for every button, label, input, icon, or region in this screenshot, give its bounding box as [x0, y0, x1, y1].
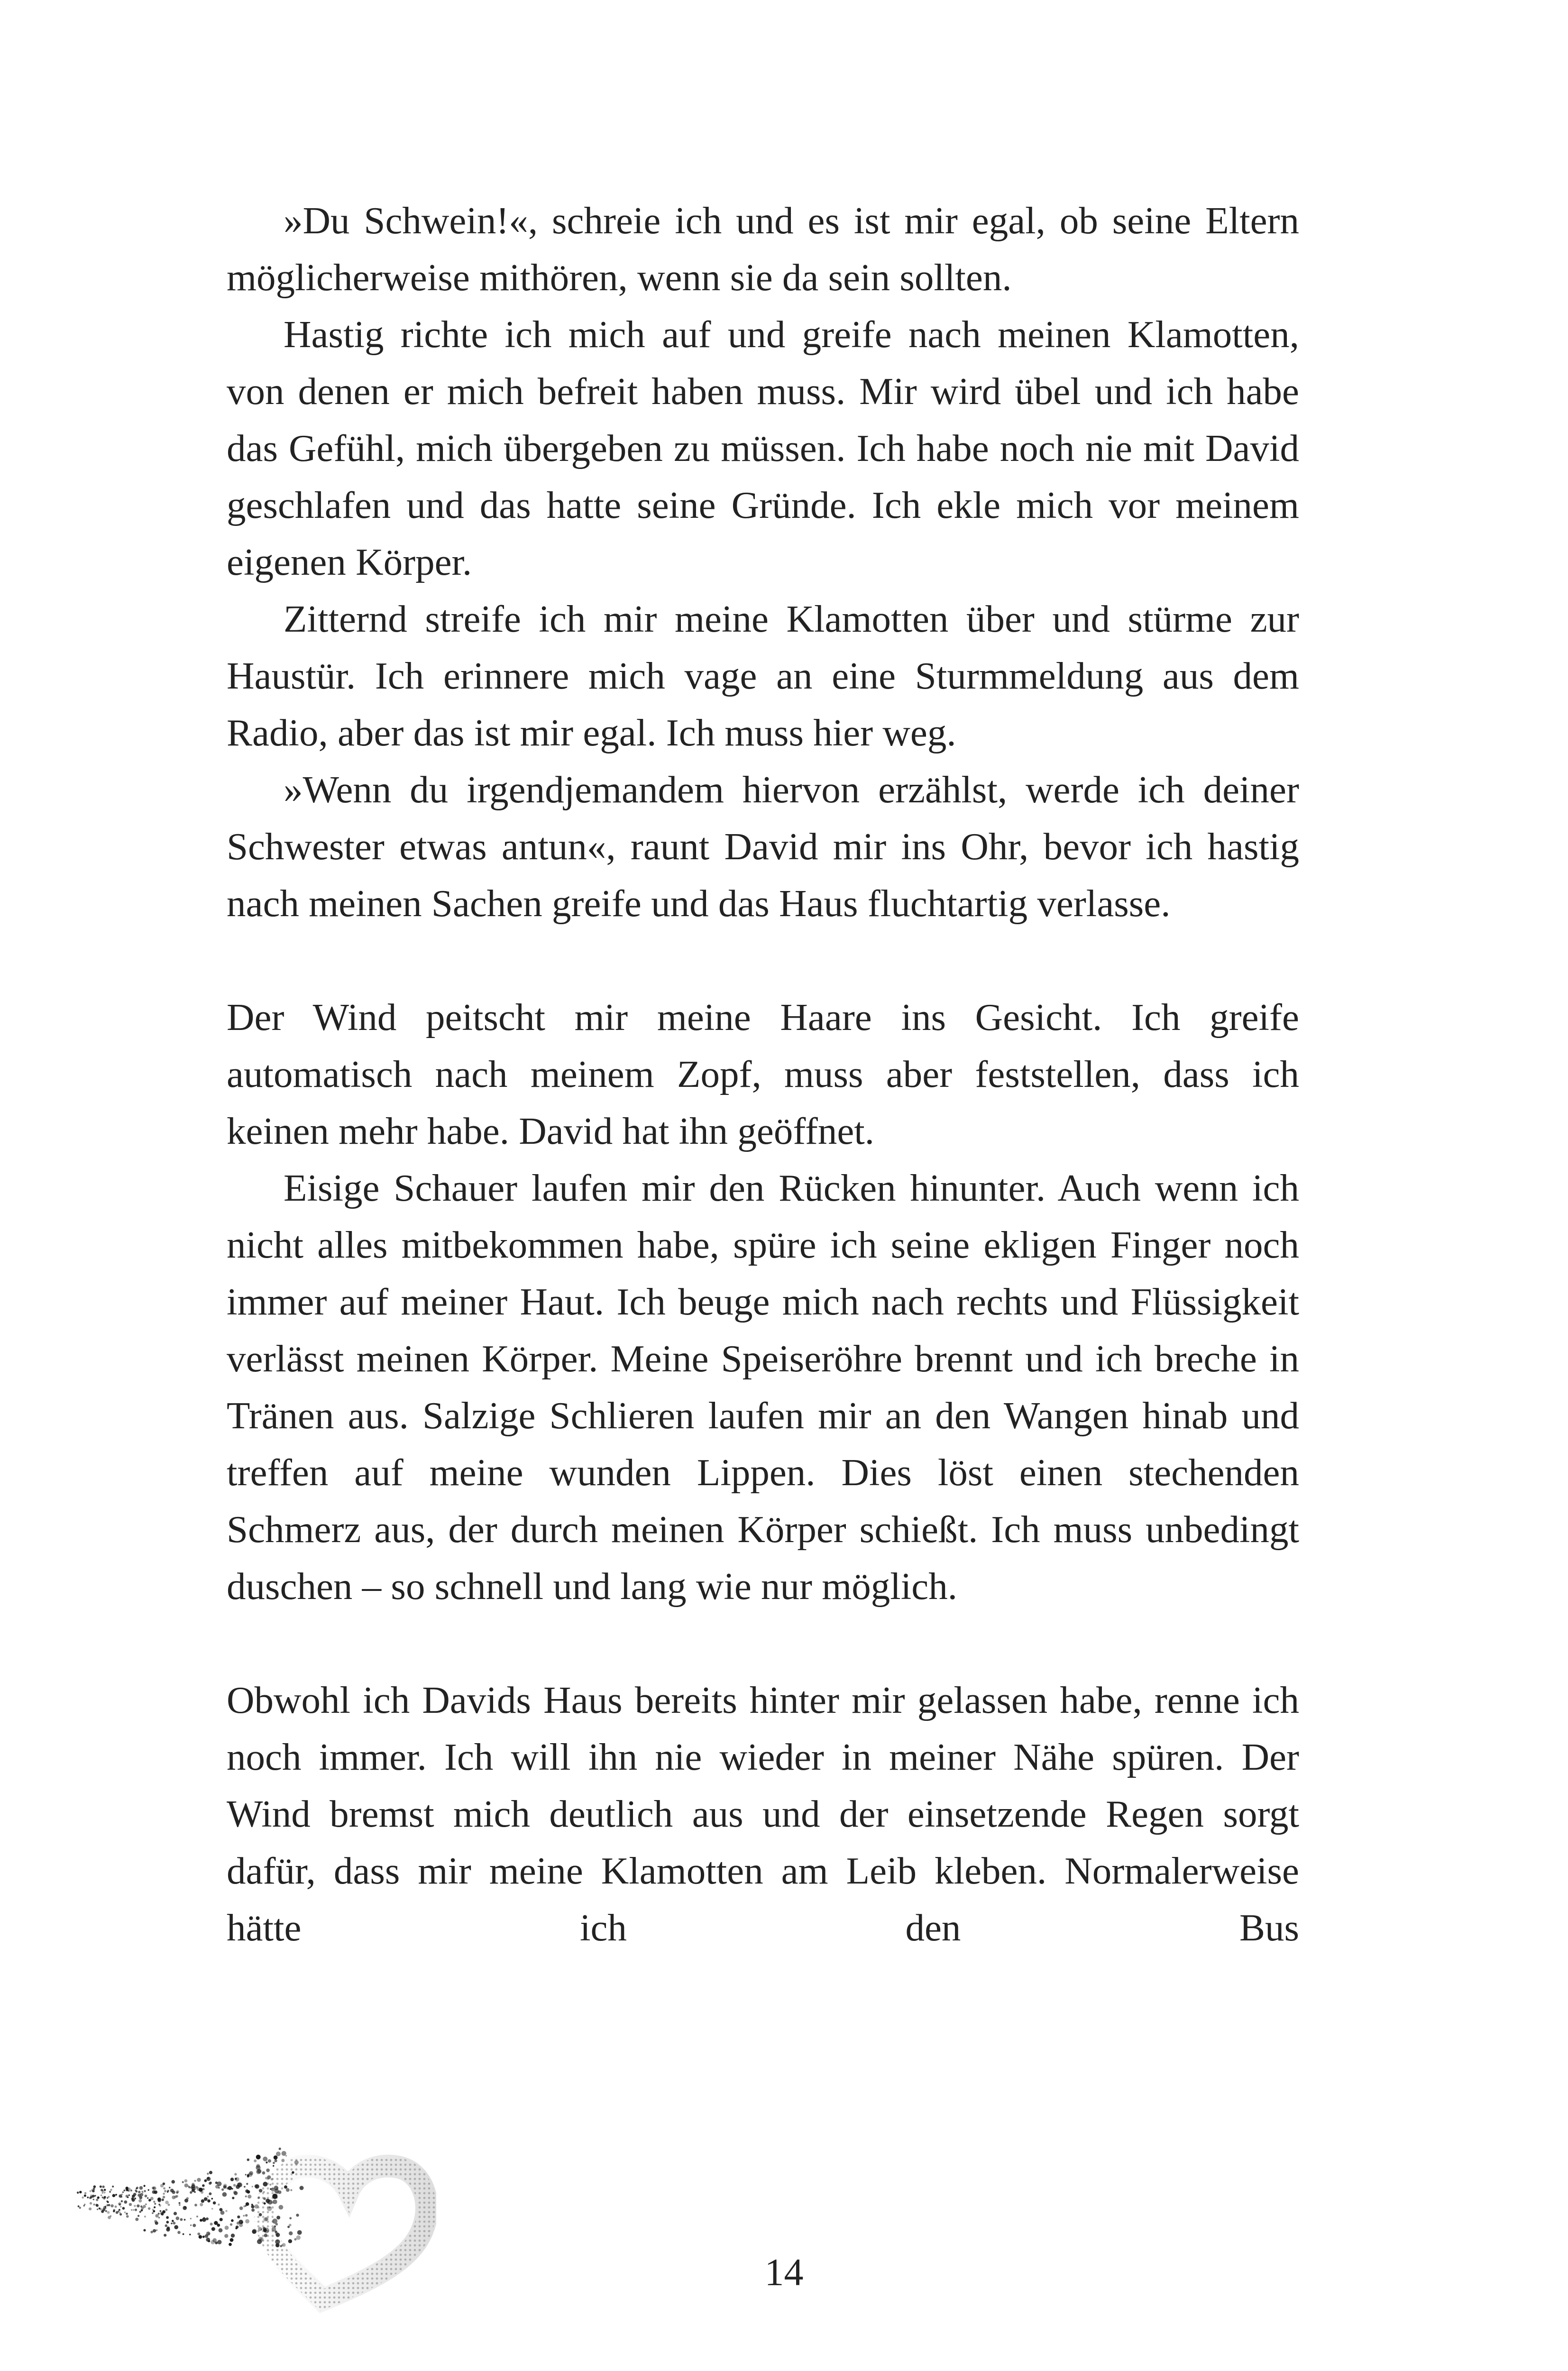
page-number: 14: [764, 2251, 804, 2294]
paragraph-1: »Du Schwein!«, schreie ich und es ist mir egal, ob seine Eltern möglicherweise mithören, wenn sie da sein sollten.: [227, 199, 1299, 299]
body-text: [227, 192, 1299, 1956]
paragraph-4: »Wenn du irgendjemandem hiervon erzählst, werde ich deiner Schwester etwas antun«, raunt David mir ins Ohr, bevor ich hastig nach meinen Sachen greife und das Haus fluchtartig verlasse.: [227, 768, 1299, 925]
paragraph-7: Obwohl ich Davids Haus bereits hinter mir gelassen habe, renne ich noch immer. Ich will ihn nie wieder in meiner Nähe spüren. Der Wind bremst mich deutlich aus und der einsetzende Regen sorgt dafür, dass mir meine Klamotten am Leib kleben. Normalerweise hätte ich den Bus: [227, 1679, 1299, 1949]
paragraph-2: Hastig richte ich mich auf und greife nach meinen Klamotten, von denen er mich befreit haben muss. Mir wird übel und ich habe das Gefühl, mich übergeben zu müssen. Ich habe noch nie mit David geschlafen und das hatte seine Gründe. Ich ekle mich vor meinem eigenen Körper.: [227, 313, 1299, 583]
paragraph-3: Zitternd streife ich mir meine Klamotten über und stürme zur Haustür. Ich erinnere mich vage an eine Sturmmeldung aus dem Radio, aber das ist mir egal. Ich muss hier weg.: [227, 597, 1299, 754]
paragraph-6: Eisige Schauer laufen mir den Rücken hinunter. Auch wenn ich nicht alles mitbekommen habe, spüre ich seine ekligen Finger noch immer auf meiner Haut. Ich beuge mich nach rechts und Flüssigkeit verlässt meinen Körper. Meine Speiseröhre brennt und ich breche in Tränen aus. Salzige Schlieren laufen mir an den Wangen hinab und treffen auf meine wunden Lippen. Dies löst einen stechenden Schmerz aus, der durch meinen Körper schießt. Ich muss unbedingt duschen – so schnell und lang wie nur möglich.: [227, 1167, 1299, 1608]
paragraph-5: Der Wind peitscht mir meine Haare ins Gesicht. Ich greife automatisch nach meinem Zopf, muss aber feststellen, dass ich keinen mehr habe. David hat ihn geöffnet.: [227, 996, 1299, 1152]
